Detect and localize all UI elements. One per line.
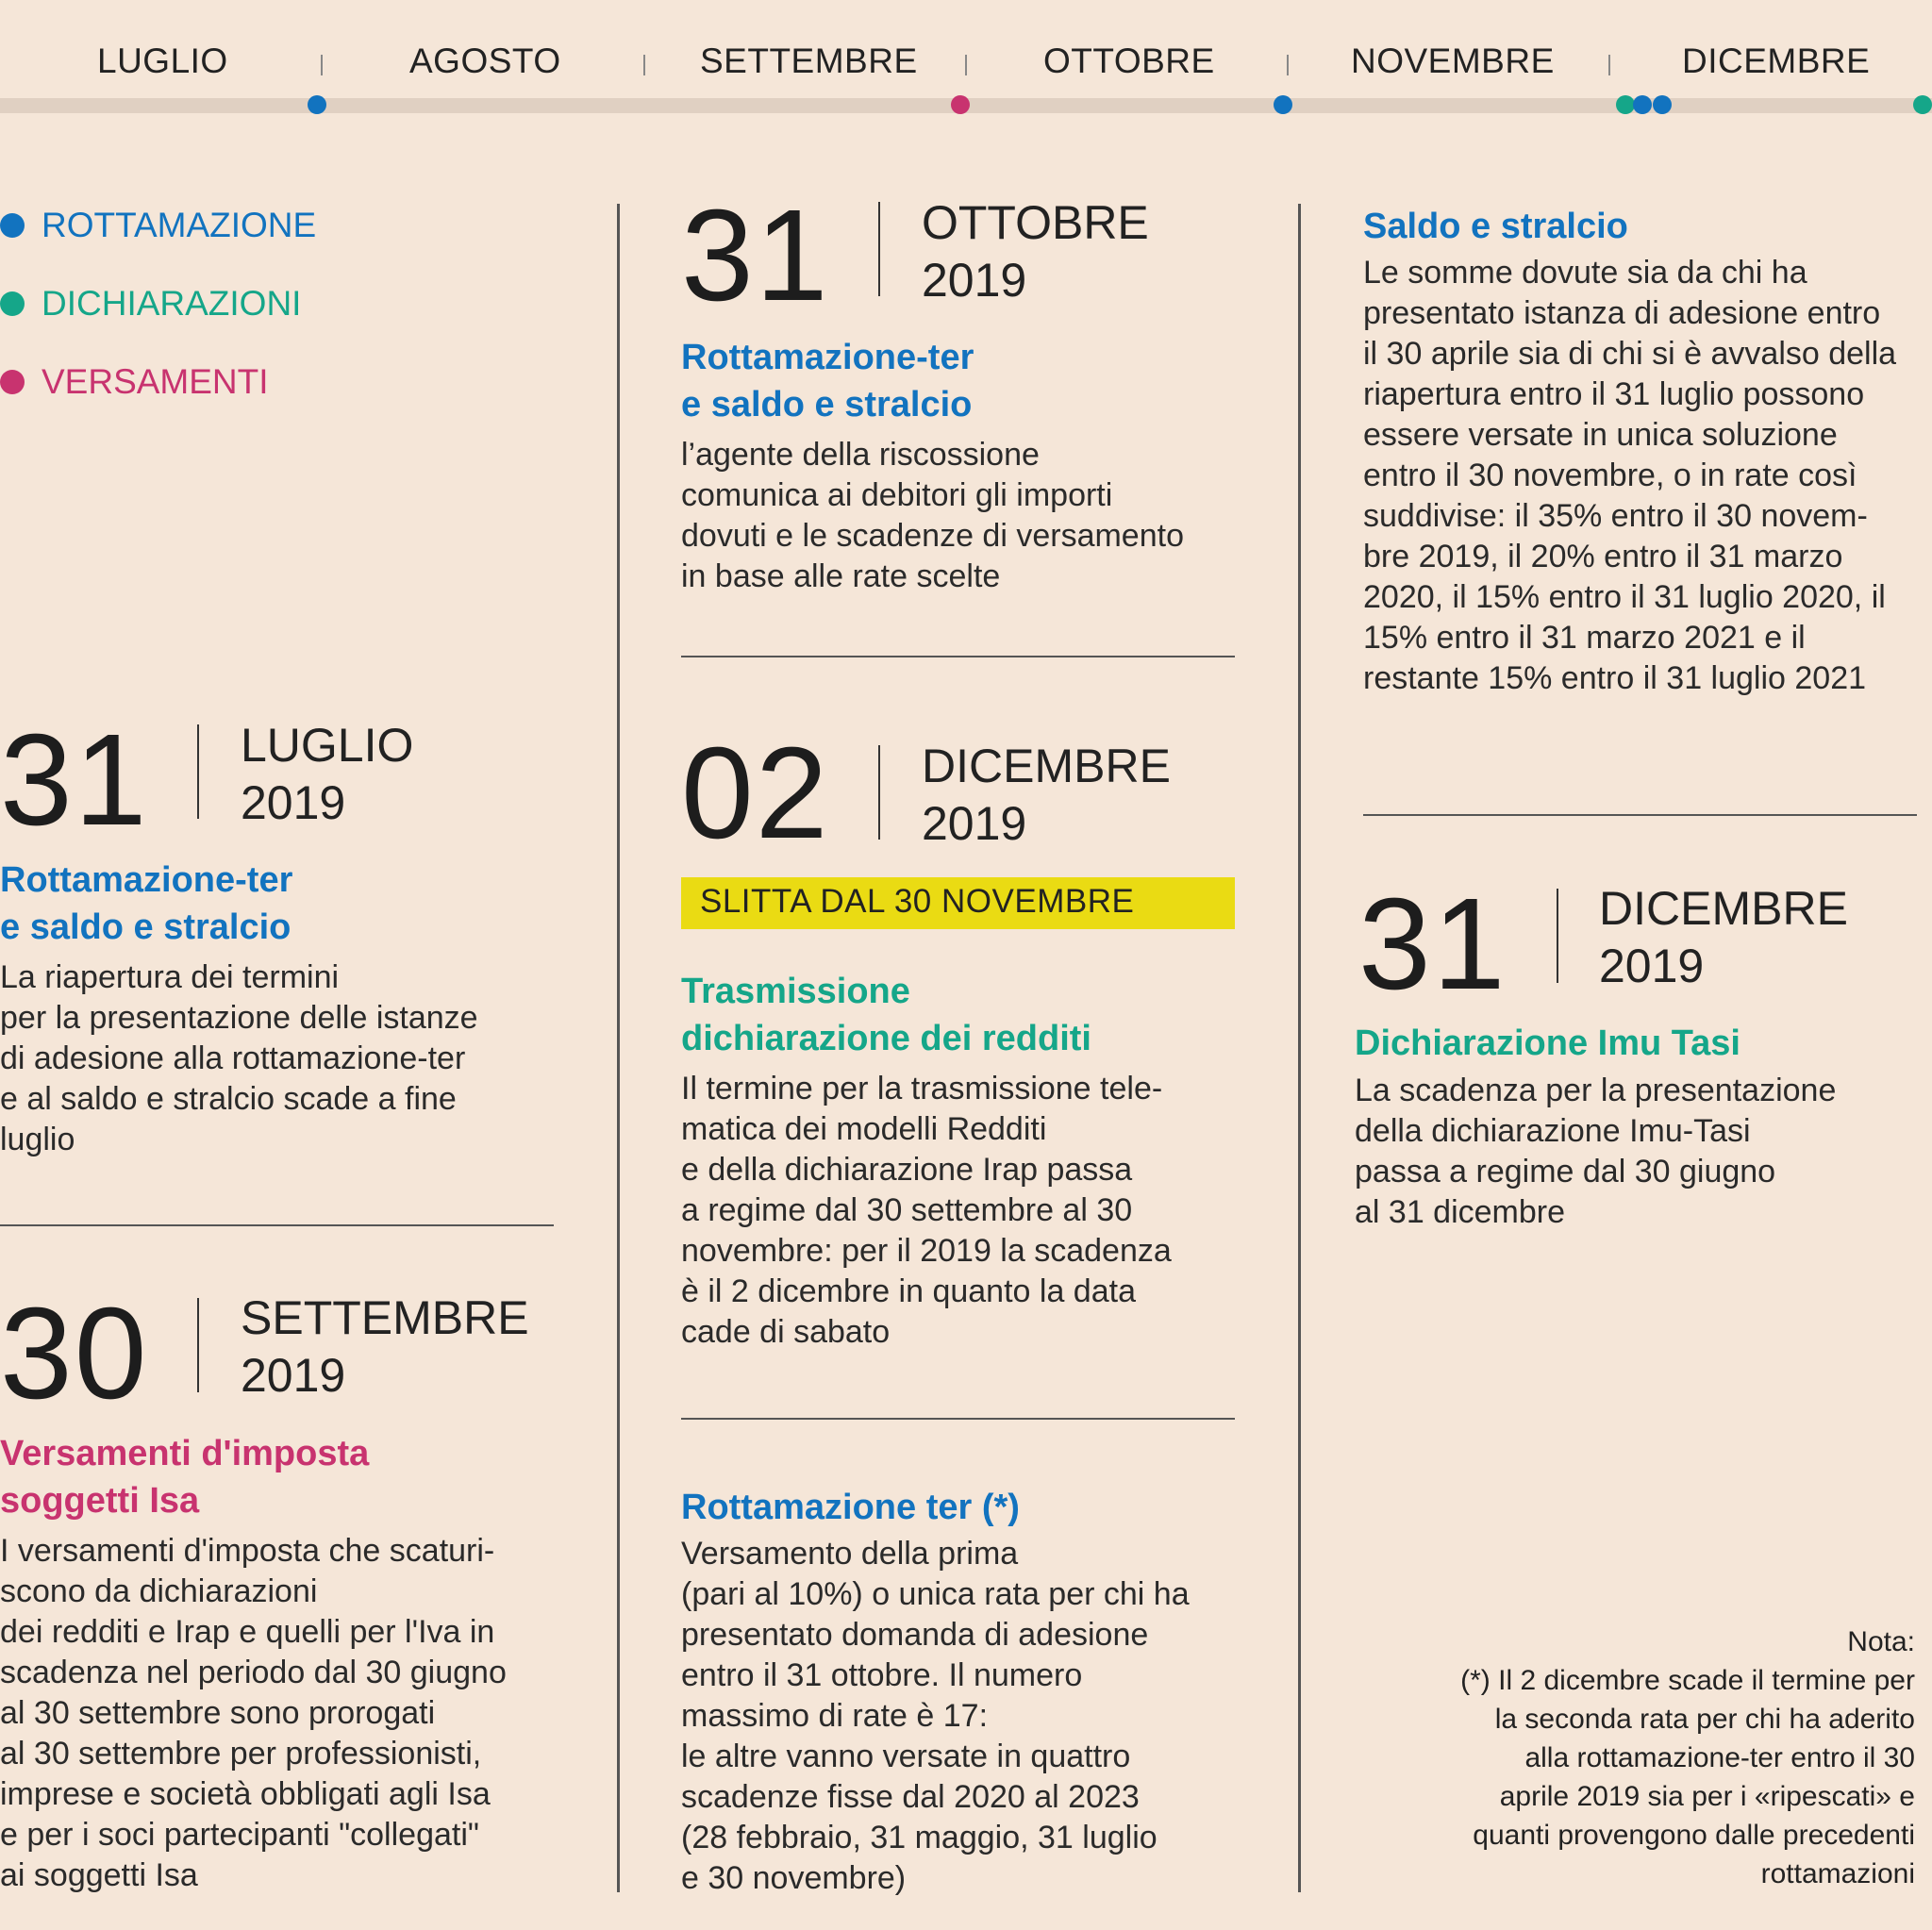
entry-title: e saldo e stralcio [681, 385, 973, 424]
entry-year: 2019 [241, 776, 346, 829]
entry-text: I versamenti d'imposta che scaturi- scono da dichiarazioni dei redditi e Irap e quelli per l'Iva in scadenza nel periodo dal 30 giugno al 30 settembre sono prorogati al 30 settembre per professionisti, imprese e società obbligati agli Isa e per i soci partecipanti "collegati" ai soggetti Isa [0, 1533, 507, 1893]
date-separator [197, 724, 199, 819]
status-badge [681, 877, 1235, 929]
entry-day: 30 [0, 1281, 149, 1426]
entry-title: Rottamazione-ter [0, 860, 293, 900]
month-label-luglio: LUGLIO [97, 42, 228, 80]
timeline-dot-dec02-dichiarazione [1616, 95, 1635, 114]
column-divider [617, 204, 620, 1892]
date-separator [878, 745, 880, 840]
badge-label: SLITTA DAL 30 NOVEMBRE [700, 883, 1135, 920]
entry-day: 02 [681, 721, 830, 866]
date-separator [878, 202, 880, 296]
date-separator [1557, 889, 1558, 983]
month-label-agosto: AGOSTO [409, 42, 561, 80]
month-separator [1287, 55, 1289, 75]
footnote-label: Nota: [1847, 1626, 1915, 1657]
entry-title: Trasmissione [681, 972, 910, 1011]
entry-month: DICEMBRE [922, 740, 1171, 792]
entry-title: Saldo e stralcio [1363, 207, 1628, 246]
entry-day: 31 [1358, 872, 1507, 1017]
timeline-dot-dec02-rottamazione [1633, 95, 1652, 114]
month-separator [321, 55, 323, 75]
legend-dot-rottamazione [0, 213, 25, 238]
entry-text: La riapertura dei termini per la presentazione delle istanze di adesione alla rottamazione-ter e al saldo e stralcio scade a fine luglio [0, 959, 478, 1157]
entry-title: Dichiarazione Imu Tasi [1355, 1023, 1740, 1063]
month-label-ottobre: OTTOBRE [1043, 42, 1215, 80]
entry-year: 2019 [922, 254, 1027, 307]
column-divider [1298, 204, 1301, 1892]
entry-title: Versamenti d'imposta [0, 1434, 370, 1473]
entry-year: 2019 [241, 1349, 346, 1402]
month-label-novembre: NOVEMBRE [1351, 42, 1555, 80]
entry-month: OTTOBRE [922, 196, 1149, 249]
timeline-dot-dec02-saldo [1653, 95, 1672, 114]
entry-day: 31 [681, 183, 830, 328]
entry-month: SETTEMBRE [241, 1291, 529, 1344]
month-separator [643, 55, 645, 75]
entry-title: dichiarazione dei redditi [681, 1019, 1091, 1058]
entry-divider [681, 656, 1235, 657]
entry-month: DICEMBRE [1599, 882, 1848, 935]
entry-title: soggetti Isa [0, 1481, 200, 1521]
month-separator [965, 55, 967, 75]
timeline-dot-dec31 [1913, 95, 1932, 114]
entry-year: 2019 [1599, 940, 1705, 992]
timeline-dot-jul31 [308, 95, 326, 114]
legend-label-dichiarazioni: DICHIARAZIONI [42, 284, 302, 323]
month-separator [1608, 55, 1610, 75]
entry-divider [681, 1418, 1235, 1420]
entry-title: e saldo e stralcio [0, 907, 291, 947]
month-label-dicembre: DICEMBRE [1682, 42, 1871, 80]
footnote-text: (*) Il 2 dicembre scade il termine per la seconda rata per chi ha aderito alla rottamazione-ter entro il 30 aprile 2019 sia per i «ripescati» e quanti provengono dalle precedenti rottamazioni [1460, 1665, 1915, 1889]
entry-text: Il termine per la trasmissione tele- matica dei modelli Redditi e della dichiarazione Irap passa a regime dal 30 settembre al 30 novembre: per il 2019 la scadenza è il 2 dicembre in quanto la data cade di sabato [681, 1071, 1172, 1350]
entry-divider [0, 1224, 554, 1226]
entry-text: La scadenza per la presentazione della dichiarazione Imu-Tasi passa a regime dal 30 giugno al 31 dicembre [1355, 1073, 1837, 1230]
entry-day: 31 [0, 707, 149, 853]
timeline-dot-sep30 [951, 95, 970, 114]
entry-divider [1363, 814, 1917, 816]
timeline-dot-oct31 [1274, 95, 1292, 114]
legend-dot-versamenti [0, 370, 25, 394]
month-label-settembre: SETTEMBRE [700, 42, 918, 80]
entry-month: LUGLIO [241, 719, 414, 772]
entry-text: Le somme dovute sia da chi ha presentato istanza di adesione entro il 30 aprile sia di chi si è avvalso della riapertura entro il 31 luglio possono essere versate in unica soluzione entro il 30 novembre, o in rate così suddivise: il 35% entro il 30 novem- bre 2019, il 20% entro il 31 marzo 2020, il 15% entro il 31 luglio 2020, il 15% entro il 31 marzo 2021 e il restante 15% entro il 31 luglio 2021 [1363, 255, 1897, 696]
date-separator [197, 1298, 199, 1392]
legend-dot-dichiarazioni [0, 291, 25, 316]
entry-text: Versamento della prima (pari al 10%) o unica rata per chi ha presentato domanda di adesione entro il 31 ottobre. Il numero massimo di rate è 17: le altre vanno versate in quattro scadenze fisse dal 2020 al 2023 (28 febbraio, 31 maggio, 31 luglio e 30 novembre) [681, 1536, 1190, 1896]
entry-year: 2019 [922, 797, 1027, 850]
legend-label-rottamazione: ROTTAMAZIONE [42, 206, 317, 244]
entry-text: l’agente della riscossione comunica ai debitori gli importi dovuti e le scadenze di versamento in base alle rate scelte [681, 437, 1184, 594]
entry-title: Rottamazione-ter [681, 338, 974, 377]
legend-label-versamenti: VERSAMENTI [42, 362, 269, 401]
entry-title: Rottamazione ter (*) [681, 1488, 1020, 1527]
